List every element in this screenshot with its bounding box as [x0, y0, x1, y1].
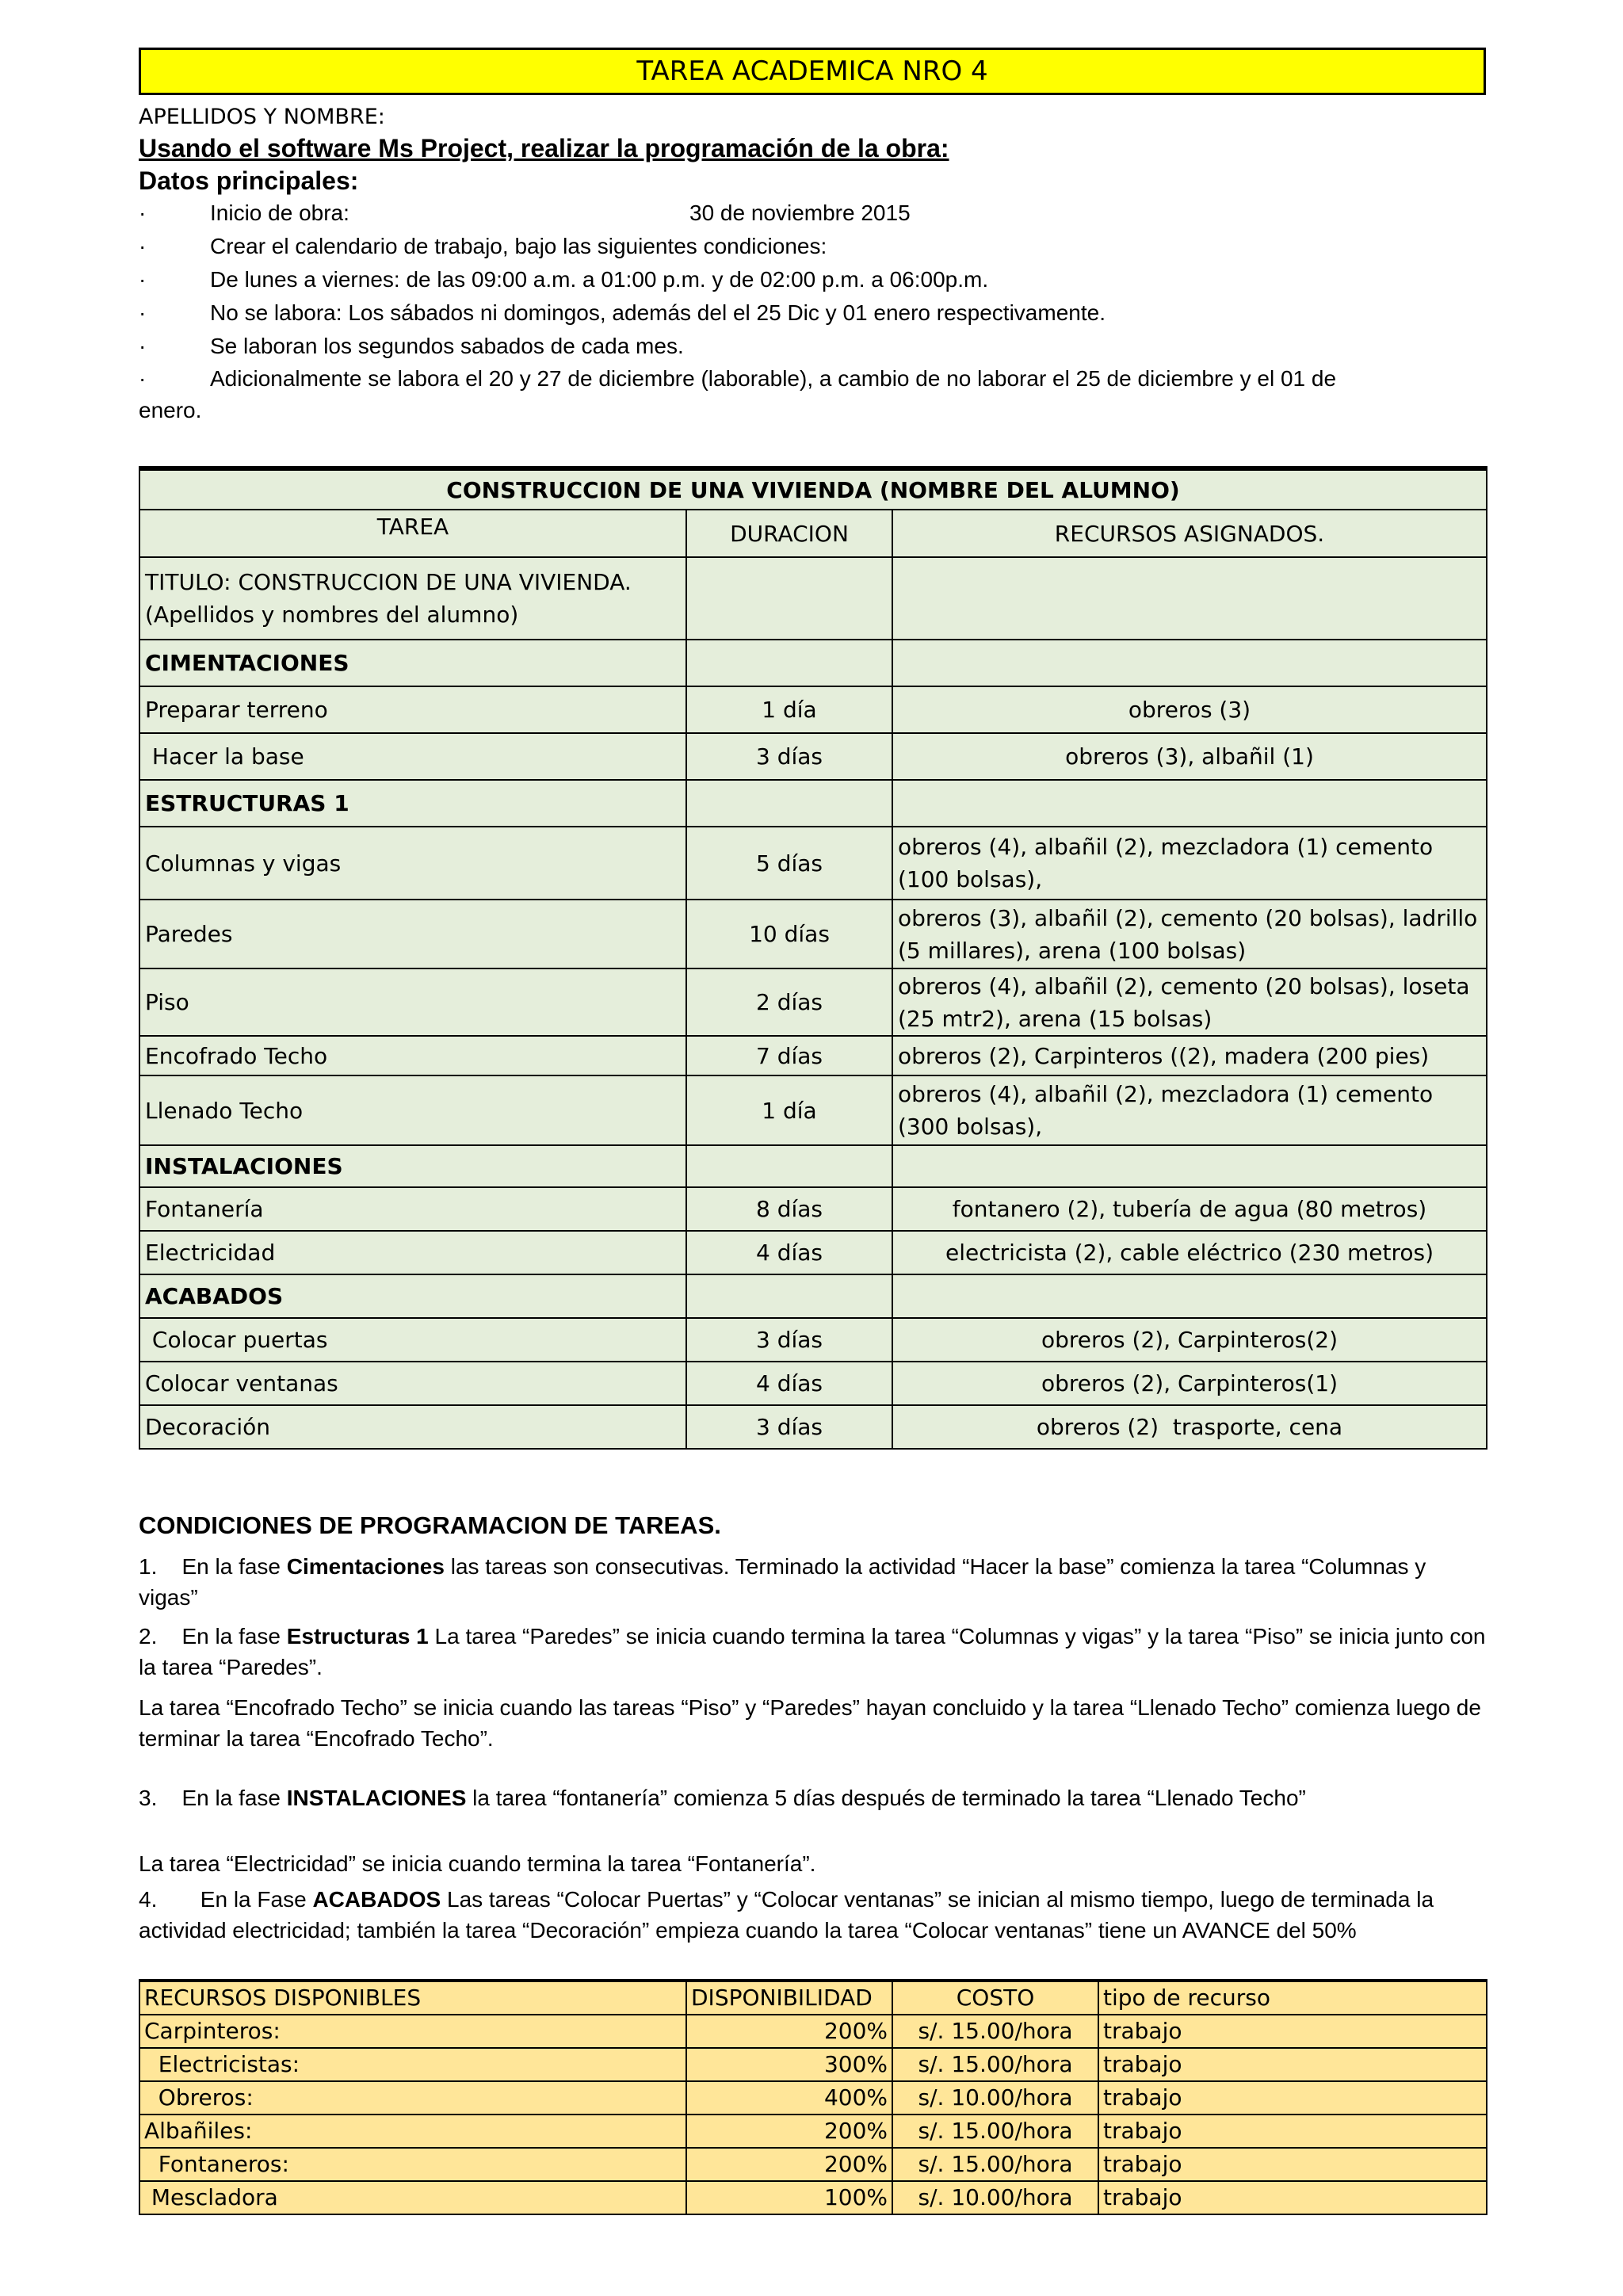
- bullet-item: [139, 363, 1486, 426]
- bullet-item: [139, 197, 1486, 230]
- bullet-text: Adicionalmente se labora el 20 y 27 de diciembre (laborable), a cambio de no laborar el 25 de diciembre y el 01 de: [210, 366, 1337, 391]
- condition-paragraph: [139, 1884, 1486, 1946]
- phase-heading: INSTALACIONES: [139, 1145, 686, 1187]
- duration-cell: [686, 1274, 892, 1318]
- project-subtitle: (Apellidos y nombres del alumno): [145, 602, 519, 628]
- project-title: TITULO: CONSTRUCCION DE UNA VIVIENDA.: [145, 569, 632, 595]
- table-row: [139, 1145, 1487, 1187]
- resources-cell: obreros (3): [892, 686, 1487, 733]
- table-row: [139, 1036, 1487, 1075]
- duration-cell: 1 día: [686, 1075, 892, 1145]
- bullet-marker: ·: [139, 334, 147, 358]
- table-header-row: [139, 1981, 1487, 2015]
- resource-name: Electricistas:: [139, 2048, 686, 2081]
- col-header-costo: COSTO: [892, 1981, 1098, 2015]
- condition-text: las tareas son consecutivas. Terminado la actividad “Hacer la base” comienza la tarea “Columnas y vigas”: [139, 1554, 1426, 1610]
- bullet-item: [139, 330, 1486, 363]
- resource-type: trabajo: [1098, 2115, 1487, 2148]
- resource-name: Albañiles:: [139, 2115, 686, 2148]
- task-name: Colocar puertas: [139, 1318, 686, 1362]
- phase-name: Cimentaciones: [286, 1554, 445, 1579]
- table-row: [139, 1274, 1487, 1318]
- phase-heading: CIMENTACIONES: [139, 640, 686, 686]
- resource-type: trabajo: [1098, 2015, 1487, 2048]
- col-header-recursos-disponibles: RECURSOS DISPONIBLES: [139, 1981, 686, 2015]
- task-name: Electricidad: [139, 1231, 686, 1274]
- resource-cost: s/. 10.00/hora: [892, 2181, 1098, 2214]
- duration-cell: 1 día: [686, 686, 892, 733]
- resources-cell: [892, 1274, 1487, 1318]
- duration-cell: 3 días: [686, 733, 892, 780]
- duration-cell: 3 días: [686, 1405, 892, 1449]
- resource-type: trabajo: [1098, 2081, 1487, 2115]
- bullet-marker: ·: [139, 366, 147, 391]
- resource-name: Obreros:: [139, 2081, 686, 2115]
- bullet-marker: ·: [139, 267, 147, 292]
- task-name: Encofrado Techo: [139, 1036, 686, 1075]
- page-title: TAREA ACADEMICA NRO 4: [139, 48, 1486, 95]
- bullet-item: [139, 263, 1486, 296]
- apellidos-label: APELLIDOS Y NOMBRE:: [139, 105, 385, 129]
- empty-cell: [892, 557, 1487, 640]
- table-row: [139, 900, 1487, 968]
- resource-cost: s/. 15.00/hora: [892, 2015, 1098, 2048]
- resource-name: Mescladora: [139, 2181, 686, 2214]
- table-row: [139, 780, 1487, 827]
- resource-cost: s/. 15.00/hora: [892, 2048, 1098, 2081]
- table-row: [139, 1075, 1487, 1145]
- table-row: [139, 1187, 1487, 1231]
- phase-heading: ACABADOS: [139, 1274, 686, 1318]
- phase-name: INSTALACIONES: [286, 1786, 467, 1810]
- tasks-table: [139, 466, 1487, 1450]
- resources-cell: obreros (2), Carpinteros ((2), madera (200 pies): [892, 1036, 1487, 1075]
- datos-heading: Datos principales:: [139, 166, 359, 195]
- bullet-marker: ·: [139, 300, 147, 325]
- resources-cell: obreros (2) trasporte, cena: [892, 1405, 1487, 1449]
- table-row: [139, 2081, 1487, 2115]
- task-name: Colocar ventanas: [139, 1362, 686, 1405]
- table-row: [139, 640, 1487, 686]
- table-row: [139, 686, 1487, 733]
- resources-cell: fontanero (2), tubería de agua (80 metros): [892, 1187, 1487, 1231]
- resources-cell: obreros (4), albañil (2), cemento (20 bolsas), loseta (25 mtr2), arena (15 bolsas): [892, 968, 1487, 1036]
- duration-cell: 3 días: [686, 1318, 892, 1362]
- table-row: [139, 2048, 1487, 2081]
- bullet-text: De lunes a viernes: de las 09:00 a.m. a 01:00 p.m. y de 02:00 p.m. a 06:00p.m.: [210, 267, 989, 292]
- condition-paragraph: La tarea “Encofrado Techo” se inicia cuando las tareas “Piso” y “Paredes” hayan concluido y la tarea “Llenado Techo” comienza luego de terminar la tarea “Encofrado Techo”.: [139, 1695, 1481, 1751]
- document-page: [139, 48, 1486, 2215]
- condition-paragraph: La tarea “Electricidad” se inicia cuando termina la tarea “Fontanería”.: [139, 1851, 816, 1876]
- resources-cell: electricista (2), cable eléctrico (230 metros): [892, 1231, 1487, 1274]
- task-name: Hacer la base: [139, 733, 686, 780]
- table-row: [139, 968, 1487, 1036]
- duration-cell: 10 días: [686, 900, 892, 968]
- condition-paragraph: [139, 1621, 1486, 1683]
- resources-table: [139, 1979, 1487, 2215]
- bullet-text: Crear el calendario de trabajo, bajo las siguientes condiciones:: [210, 234, 827, 258]
- resource-name: Carpinteros:: [139, 2015, 686, 2048]
- table-row: [139, 733, 1487, 780]
- conditions-heading: CONDICIONES DE PROGRAMACION DE TAREAS.: [139, 1511, 721, 1539]
- condition-paragraph: [139, 1551, 1486, 1613]
- resource-name: Fontaneros:: [139, 2148, 686, 2181]
- table-row: [139, 2015, 1487, 2048]
- condition-number: 3. En la fase: [139, 1786, 287, 1810]
- table-row: [139, 1231, 1487, 1274]
- bullet-text-cont: enero.: [139, 398, 202, 422]
- condition-number: 1. En la fase: [139, 1554, 287, 1579]
- col-header-tarea: TAREA: [139, 510, 686, 557]
- bullet-list: [139, 197, 1486, 426]
- condition-text: Las tareas “Colocar Puertas” y “Colocar ventanas” se inician al mismo tiempo, luego de terminada la actividad electricidad; también la tarea “Decoración” empieza cuando la tarea “Colocar ventanas” tiene un AVANCE del 50%: [139, 1887, 1434, 1943]
- resource-cost: s/. 15.00/hora: [892, 2148, 1098, 2181]
- duration-cell: 5 días: [686, 827, 892, 900]
- duration-cell: [686, 780, 892, 827]
- resource-type: trabajo: [1098, 2048, 1487, 2081]
- table-row: [139, 1405, 1487, 1449]
- bullet-marker: ·: [139, 201, 147, 225]
- duration-cell: [686, 1145, 892, 1187]
- duration-cell: 7 días: [686, 1036, 892, 1075]
- task-name: Fontanería: [139, 1187, 686, 1231]
- resource-type: trabajo: [1098, 2181, 1487, 2214]
- phase-name: ACABADOS: [312, 1887, 441, 1912]
- table-row: [139, 827, 1487, 900]
- tasks-table-caption: CONSTRUCCI0N DE UNA VIVIENDA (NOMBRE DEL ALUMNO): [139, 468, 1487, 510]
- duration-cell: 2 días: [686, 968, 892, 1036]
- phase-name: Estructuras 1: [286, 1624, 429, 1648]
- resources-cell: obreros (4), albañil (2), mezcladora (1) cemento (300 bolsas),: [892, 1075, 1487, 1145]
- resource-availability: 200%: [686, 2015, 892, 2048]
- table-row: [139, 2148, 1487, 2181]
- resource-availability: 400%: [686, 2081, 892, 2115]
- col-header-recursos: RECURSOS ASIGNADOS.: [892, 510, 1487, 557]
- task-name: Piso: [139, 968, 686, 1036]
- resource-availability: 300%: [686, 2048, 892, 2081]
- condition-number: 2. En la fase: [139, 1624, 287, 1648]
- task-name: Columnas y vigas: [139, 827, 686, 900]
- table-row: [139, 2181, 1487, 2214]
- col-header-duracion: DURACION: [686, 510, 892, 557]
- duration-cell: 4 días: [686, 1362, 892, 1405]
- instruction-heading: Usando el software Ms Project, realizar la programación de la obra:: [139, 134, 949, 162]
- task-name: Llenado Techo: [139, 1075, 686, 1145]
- resource-cost: s/. 10.00/hora: [892, 2081, 1098, 2115]
- table-row: [139, 1318, 1487, 1362]
- resource-type: trabajo: [1098, 2148, 1487, 2181]
- table-row: [139, 1362, 1487, 1405]
- bullet-marker: ·: [139, 234, 147, 258]
- resources-cell: [892, 1145, 1487, 1187]
- task-name: Decoración: [139, 1405, 686, 1449]
- phase-heading: ESTRUCTURAS 1: [139, 780, 686, 827]
- duration-cell: [686, 640, 892, 686]
- resources-cell: obreros (2), Carpinteros(1): [892, 1362, 1487, 1405]
- bullet-item: [139, 296, 1486, 330]
- resources-cell: [892, 640, 1487, 686]
- col-header-tipo: tipo de recurso: [1098, 1981, 1487, 2015]
- bullet-text: No se labora: Los sábados ni domingos, además del el 25 Dic y 01 enero respectivamente.: [210, 300, 1106, 325]
- bullet-text: Se laboran los segundos sabados de cada mes.: [210, 334, 684, 358]
- resources-cell: obreros (3), albañil (2), cemento (20 bolsas), ladrillo (5 millares), arena (100 bolsas): [892, 900, 1487, 968]
- resources-cell: obreros (3), albañil (1): [892, 733, 1487, 780]
- project-title-cell: [139, 557, 686, 640]
- resource-availability: 200%: [686, 2148, 892, 2181]
- table-row: [139, 2115, 1487, 2148]
- empty-cell: [686, 557, 892, 640]
- duration-cell: 8 días: [686, 1187, 892, 1231]
- resources-cell: [892, 780, 1487, 827]
- resources-cell: obreros (4), albañil (2), mezcladora (1) cemento (100 bolsas),: [892, 827, 1487, 900]
- task-name: Preparar terreno: [139, 686, 686, 733]
- resources-cell: obreros (2), Carpinteros(2): [892, 1318, 1487, 1362]
- col-header-disponibilidad: DISPONIBILIDAD: [686, 1981, 892, 2015]
- resource-availability: 200%: [686, 2115, 892, 2148]
- resource-availability: 100%: [686, 2181, 892, 2214]
- condition-text: la tarea “fontanería” comienza 5 días después de terminado la tarea “Llenado Techo”: [466, 1786, 1306, 1810]
- bullet-item: [139, 230, 1486, 263]
- inicio-label: Inicio de obra:: [210, 201, 349, 225]
- inicio-value: 30 de noviembre 2015: [689, 201, 911, 225]
- condition-paragraph: [139, 1782, 1486, 1813]
- task-name: Paredes: [139, 900, 686, 968]
- duration-cell: 4 días: [686, 1231, 892, 1274]
- condition-text: La tarea “Paredes” se inicia cuando termina la tarea “Columnas y vigas” y la tarea “Piso” se inicia junto con la tarea “Paredes”.: [139, 1624, 1486, 1679]
- resource-cost: s/. 15.00/hora: [892, 2115, 1098, 2148]
- condition-number: 4. En la Fase: [139, 1887, 313, 1912]
